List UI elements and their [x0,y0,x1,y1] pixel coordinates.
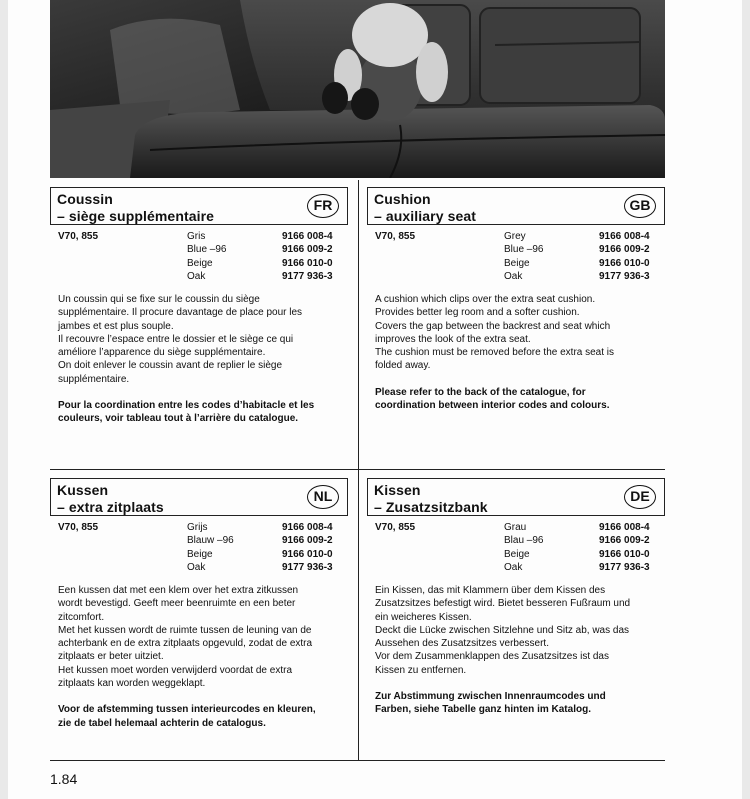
language-badge: NL [307,485,339,509]
note-line: Voor de afstemming tussen interieurcodes en kleuren, [58,704,316,716]
description-line: Covers the gap between the backrest and seat which [375,320,611,332]
description-line: améliore l’apparence du siège supplémentaire. [58,347,266,359]
section-subtitle: – auxiliary seat [374,208,476,224]
note-line: Pour la coordination entre les codes d’habitacle et les [58,400,315,412]
description-line: Vor dem Zusammenklappen des Zusatzsitzes ist das [375,651,609,663]
part-number: 9166 010-0 [282,548,333,560]
color-item: Beige [187,548,213,560]
section-subtitle: – extra zitplaats [57,499,164,515]
part-number: 9166 009-2 [599,244,650,256]
color-item: Blue –96 [504,244,544,256]
part-number: 9166 010-0 [599,548,650,560]
part-number: 9177 936-3 [282,561,333,573]
model-label: V70, 855 [58,522,99,533]
description-line: zitcomfort. [58,611,105,623]
description-line: zitplaats er beter uitziet. [58,651,164,663]
description-line: wordt bevestigd. Geeft meer beenruimte en een beter [58,598,296,610]
description [50,584,346,690]
column-divider [358,180,359,760]
part-number: 9166 008-4 [599,231,650,242]
color-item: Blue –96 [187,244,227,256]
part-number: 9166 010-0 [282,257,333,269]
description-line: ein weicheres Kissen. [375,611,472,623]
description-line: Aussehen des Zusatzsitzes verbessert. [375,638,549,650]
part-number: 9166 009-2 [282,535,333,547]
description-line: Ein Kissen, das mit Klammern über dem Kissen des [375,585,606,596]
color-item: Oak [187,270,206,282]
color-item: Blau –96 [504,535,544,547]
language-badge: FR [307,194,339,218]
description-line: achterbank en de extra zitplaats opgevuld, zodat de extra [58,638,313,650]
parts-list [367,229,667,285]
color-item: Oak [504,270,523,282]
description [367,584,663,677]
page-number: 1.84 [50,771,78,787]
language-badge: GB [624,194,656,218]
bottom-divider [50,760,665,761]
description [50,293,346,386]
color-item: Oak [187,561,206,573]
color-item: Beige [504,257,530,269]
description-line: improves the look of the extra seat. [375,333,531,345]
color-column [187,230,226,283]
coordination-note [50,703,350,730]
parts-list [50,520,350,576]
description-line: The cushion must be removed before the extra seat is [375,347,615,359]
color-item: Beige [504,548,530,560]
section-title-box [50,187,348,225]
description-line: Kissen zu entfernen. [375,664,467,676]
description-line: Een kussen dat met een klem over het extra zitkussen [58,585,299,596]
model-label: V70, 855 [58,231,99,242]
parts-list [50,229,350,285]
description [367,293,663,373]
section-fr [50,187,350,426]
part-number-column [282,521,333,574]
color-item: Beige [187,257,213,269]
parts-list [367,520,667,576]
section-title-box [50,478,348,516]
part-number: 9177 936-3 [282,270,333,282]
coordination-note [367,690,667,717]
description-line: On doit enlever le coussin avant de replier le siège [58,360,283,372]
section-de [367,478,667,717]
note-line: coordination between interior codes and colours. [375,400,610,412]
model-label: V70, 855 [375,231,416,242]
section-title-box [367,187,665,225]
part-number: 9166 008-4 [599,522,650,533]
row-divider [50,469,665,470]
section-subtitle: – Zusatzsitzbank [374,499,488,515]
section-subtitle: – siège supplémentaire [57,208,215,224]
note-line: Zur Abstimmung zwischen Innenraumcodes und [375,691,606,703]
description-line: Met het kussen wordt de ruimte tussen de leuning van de [58,624,312,636]
description-line: Provides better leg room and a softer cushion. [375,307,580,319]
section-title: Cushion [374,191,431,207]
coordination-note [50,399,350,426]
part-number: 9166 008-4 [282,231,333,242]
part-number: 9177 936-3 [599,561,650,573]
language-badge: DE [624,485,656,509]
color-item: Oak [504,561,523,573]
description-line: Het kussen moet worden verwijderd voordat de extra [58,664,293,676]
description-line: A cushion which clips over the extra seat cushion. [375,294,596,305]
color-item: Grijs [187,522,208,533]
color-column [187,521,234,574]
note-line: Please refer to the back of the catalogue, for [375,386,586,398]
description-line: Il recouvre l’espace entre le dossier et le siège ce qui [58,333,294,345]
coordination-note [367,386,667,413]
part-number: 9166 009-2 [282,244,333,256]
part-number: 9166 009-2 [599,535,650,547]
section-gb [367,187,667,412]
description-line: Un coussin qui se fixe sur le coussin du siège [58,294,260,305]
description-line: folded away. [375,360,431,372]
note-line: zie de tabel helemaal achterin de catalogus. [58,717,266,729]
description-line: supplémentaire. Il procure davantage de place pour les [58,307,303,319]
part-number: 9166 008-4 [282,522,333,533]
color-column [504,521,543,574]
description-line: Zusatzsitzes befestigt wird. Bietet besseren Fußraum und [375,598,631,610]
color-item: Blauw –96 [187,535,234,547]
note-line: couleurs, voir tableau tout à l’arrière du catalogue. [58,413,299,425]
part-number: 9166 010-0 [599,257,650,269]
part-number-column [599,230,650,283]
section-nl [50,478,350,730]
description-line: zitplaats kan worden weggeklapt. [58,678,206,690]
part-number-column [599,521,650,574]
color-item: Grey [504,231,526,242]
section-title: Kussen [57,482,109,498]
section-title: Kissen [374,482,421,498]
description-line: jambes et est plus souple. [58,320,174,332]
page-edge-left [0,0,8,799]
model-label: V70, 855 [375,522,416,533]
description-line: supplémentaire. [58,373,130,385]
section-title: Coussin [57,191,113,207]
note-line: Farben, siehe Tabelle ganz hinten im Katalog. [375,704,591,716]
color-item: Gris [187,231,206,242]
color-item: Grau [504,522,527,533]
section-title-box [367,478,665,516]
part-number-column [282,230,333,283]
product-photo [50,0,665,178]
part-number: 9177 936-3 [599,270,650,282]
page-edge-right [742,0,750,799]
description-line: Deckt die Lücke zwischen Sitzlehne und Sitz ab, was das [375,624,630,636]
color-column [504,230,543,283]
